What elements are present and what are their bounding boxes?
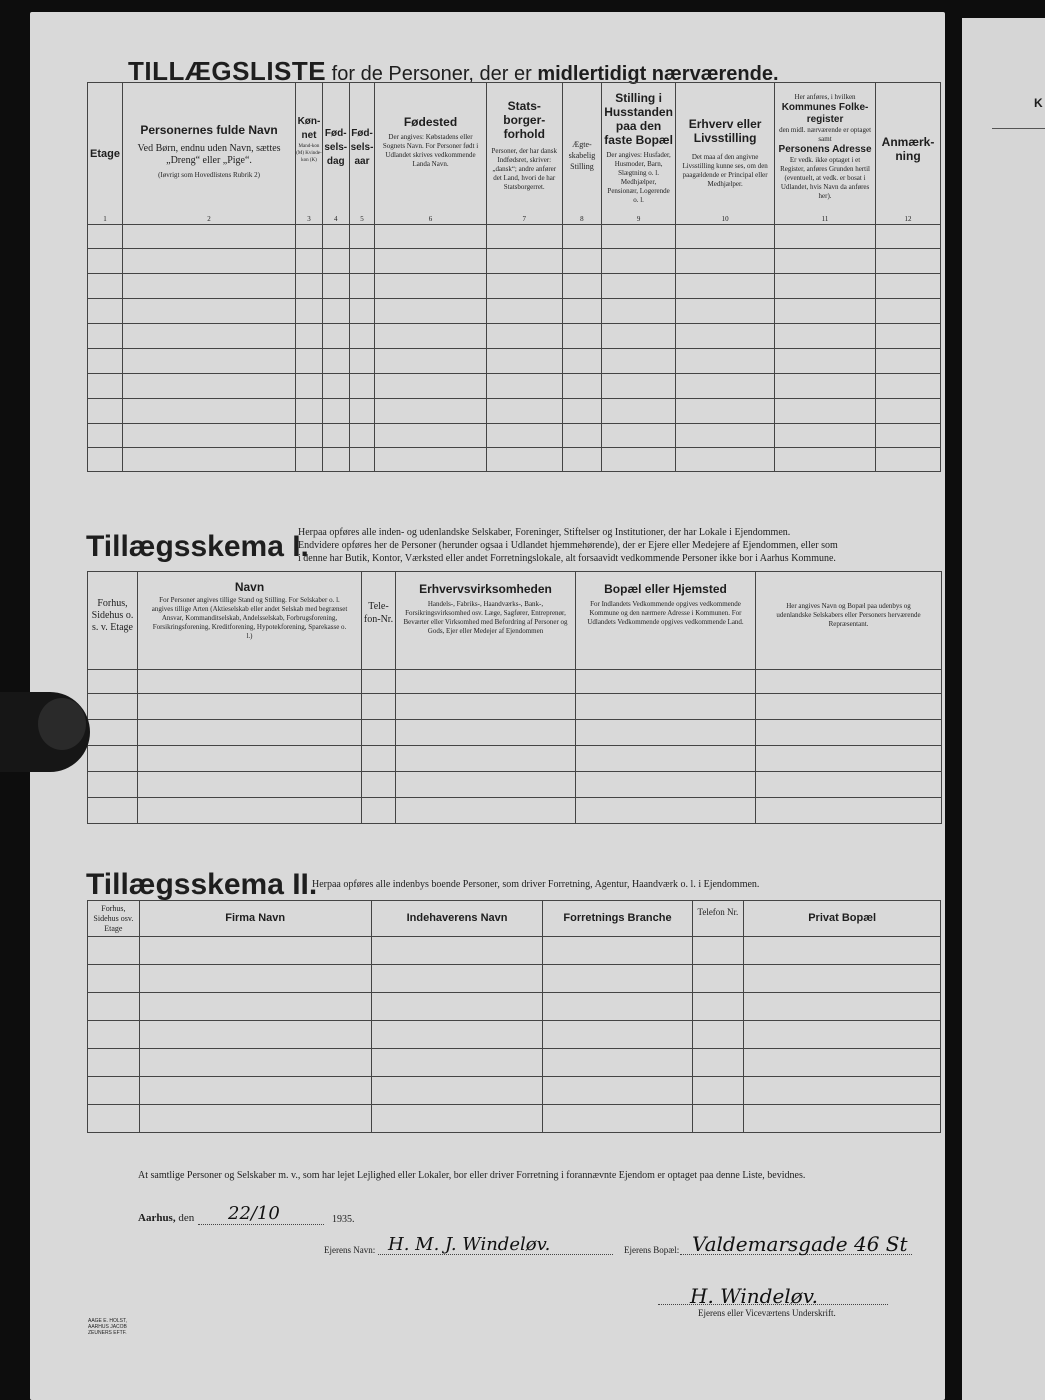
skema1-table xyxy=(87,571,942,824)
col-marital: Ægte-skabelig Stilling 8 xyxy=(562,83,601,225)
s2-col-owner: Indehaverens Navn xyxy=(371,901,543,937)
table-row xyxy=(88,694,942,720)
col-remark: Anmærk-ning 12 xyxy=(876,83,941,225)
s2-col-branch: Forretnings Branche xyxy=(543,901,692,937)
title-bold-2: midlertidigt xyxy=(537,63,647,85)
signature-line xyxy=(658,1304,888,1305)
table-row xyxy=(88,1077,941,1105)
table-row xyxy=(88,670,942,694)
date-line xyxy=(198,1224,324,1225)
s1-col-representative: Her angives Navn og Bopæl paa udenbys og udenlandske Selskabers eller Personers herværende Repræsentant. xyxy=(756,572,942,670)
owner-address-handwritten: Valdemarsgade 46 St xyxy=(692,1232,908,1256)
title-text-2: nærværende. xyxy=(651,63,779,85)
s2-col-etage: Forhus, Sidehus osv. Etage xyxy=(88,901,140,937)
table-row xyxy=(88,1105,941,1133)
col-etage: Etage 1 xyxy=(88,83,123,225)
s1-col-phone: Tele-fon-Nr. xyxy=(362,572,396,670)
table-row xyxy=(88,1049,941,1077)
s2-col-firm: Firma Navn xyxy=(139,901,371,937)
table-row xyxy=(88,299,941,324)
main-list-table xyxy=(87,82,941,472)
table-row xyxy=(88,993,941,1021)
col-sex: Køn-net Mand-kon (M) Kvinde-kon (K) 3 xyxy=(296,83,323,225)
owner-address-label: Ejerens Bopæl: xyxy=(624,1245,680,1255)
table-row xyxy=(88,772,942,798)
date-handwritten: 22/10 xyxy=(228,1203,280,1224)
skema2-description: Herpaa opføres alle indenbys boende Personer, som driver Forretning, Agentur, Haandværk o. l. i Ejendommen. xyxy=(312,879,760,890)
city-label: Aarhus, den xyxy=(138,1212,195,1224)
s1-col-business: Erhvervsvirksomheden Handels-, Fabriks-, Haandværks-, Bank-, Forsikringsvirksomhed osv. Læge, Sagfører, Entreprenør, Beværter eller Virksomhed med Befordring af Personer og Gods, Ejer eller Medejer af Ejendommen xyxy=(396,572,576,670)
table-row xyxy=(88,965,941,993)
printer-imprint: AAGE E. HOLST, AARHUS JACOB ZEUNERS EFTF. xyxy=(88,1318,127,1336)
col-occupation: Erhverv eller Livsstilling Det maa af den angivne Livsstilling kunne ses, om den paagældende er Principal eller Medhjælper. 10 xyxy=(676,83,775,225)
table-row xyxy=(88,720,942,746)
s2-col-phone: Telefon Nr. xyxy=(692,901,744,937)
s1-col-name: Navn For Personer angives tillige Stand og Stilling. For Selskaber o. l. angives tillige Arten (Aktieselskab eller andet Selskab med begrænset Ansvar, Kommanditselskab, Andelsselskab, Forbrugsforening, Forsikringsforening, Kreditforening, Hypotekforening, Sparekasse o. l.) xyxy=(138,572,362,670)
table-row xyxy=(88,746,942,772)
s2-col-address: Privat Bopæl xyxy=(744,901,941,937)
col-citizenship: Stats-borger-forhold Personer, der har dansk Indfødsret, skriver: „dansk“; andre anfører det Land, hvori de har Statsborgerret. 7 xyxy=(486,83,562,225)
title-text-1: for de Personer, der er xyxy=(331,63,532,85)
adjacent-page-fragment: K xyxy=(1034,96,1043,110)
col-birthplace: Fødested Der angives: Købstadens eller Sognets Navn. For Personer født i Udlandet skrives vedkommende Landa Navn. 6 xyxy=(375,83,486,225)
s1-col-residence: Bopæl eller Hjemsted For Indlandets Vedkommende opgives vedkommende Kommune og den nærmere Adresse i Kommunen. For Udlandets Vedkommende opgives vedkommende Land. xyxy=(576,572,756,670)
col-household: Stilling i Husstanden paa den faste Bopæl Der angives: Husfader, Husmoder, Barn, Slægtning o. l. Medhjælper, Pensionær, Logerende o. l. 9 xyxy=(602,83,676,225)
year: 1935. xyxy=(332,1214,355,1225)
col-register: Her anføres, i hvilken Kommunes Folke-register den midl. nærværende er optaget samt Personens Adresse Er vedk. ikke optaget i et Register, anføres Grunden hertil (eventuelt, at vedk. er bosat i Udlandet, hvis Navn da anføres her). 11 xyxy=(775,83,876,225)
table-row xyxy=(88,424,941,448)
skema1-description: Herpaa opføres alle inden- og udenlandske Selskaber, Foreninger, Stiftelser og Institutioner, der har Lokale i Ejendommen. Endvidere opføres her de Personer (herunder ogsaa i Udlandet hjemmehørende), der er Ejere eller Medejere af Ejendommen, eller som i denne har Butik, Kontor, Værksted eller andet Forretningslokale, alt forsaavidt vedkommende Personer ikke bor i Aarhus Kommune. xyxy=(298,527,838,564)
thumb-holding-page xyxy=(0,692,90,772)
table-row xyxy=(88,448,941,472)
adjacent-page xyxy=(962,18,1045,1400)
skema1-title: Tillægsskema I. xyxy=(86,530,309,563)
table-row xyxy=(88,274,941,299)
table-row xyxy=(88,324,941,349)
signature-label: Ejerens eller Viceværtens Underskrift. xyxy=(698,1308,836,1318)
owner-name-handwritten: H. M. J. Windeløv. xyxy=(388,1234,551,1255)
col-name: Personernes fulde Navn Ved Børn, endnu uden Navn, sættes „Dreng“ eller „Pige“. (Iøvrigt som Hovedlistens Rubrik 2) 2 xyxy=(123,83,296,225)
form-page xyxy=(30,12,945,1400)
table-row xyxy=(88,374,941,399)
table-row xyxy=(88,937,941,965)
title-bold: TILLÆGSLISTE xyxy=(128,56,327,86)
col-birthday: Fød-sels-dag 4 xyxy=(322,83,349,225)
table-row xyxy=(88,798,942,824)
table-row xyxy=(88,225,941,249)
col-birthyear: Fød-sels-aar 5 xyxy=(349,83,375,225)
table-row xyxy=(88,1021,941,1049)
table-row xyxy=(88,399,941,424)
table-row xyxy=(88,349,941,374)
signature-handwritten: H. Windeløv. xyxy=(690,1284,818,1308)
owner-name-label: Ejerens Navn: xyxy=(324,1245,376,1255)
skema2-title: Tillægsskema II. xyxy=(86,868,318,901)
table-row xyxy=(88,249,941,274)
skema2-table xyxy=(87,900,941,1133)
s1-col-etage: Forhus, Sidehus o. s. v. Etage xyxy=(88,572,138,670)
attestation-text: At samtlige Personer og Selskaber m. v., som har lejet Lejlighed eller Lokaler, bor eller driver Forretning i forannævnte Ejendom er optaget paa denne Liste, bevidnes. xyxy=(138,1170,806,1181)
